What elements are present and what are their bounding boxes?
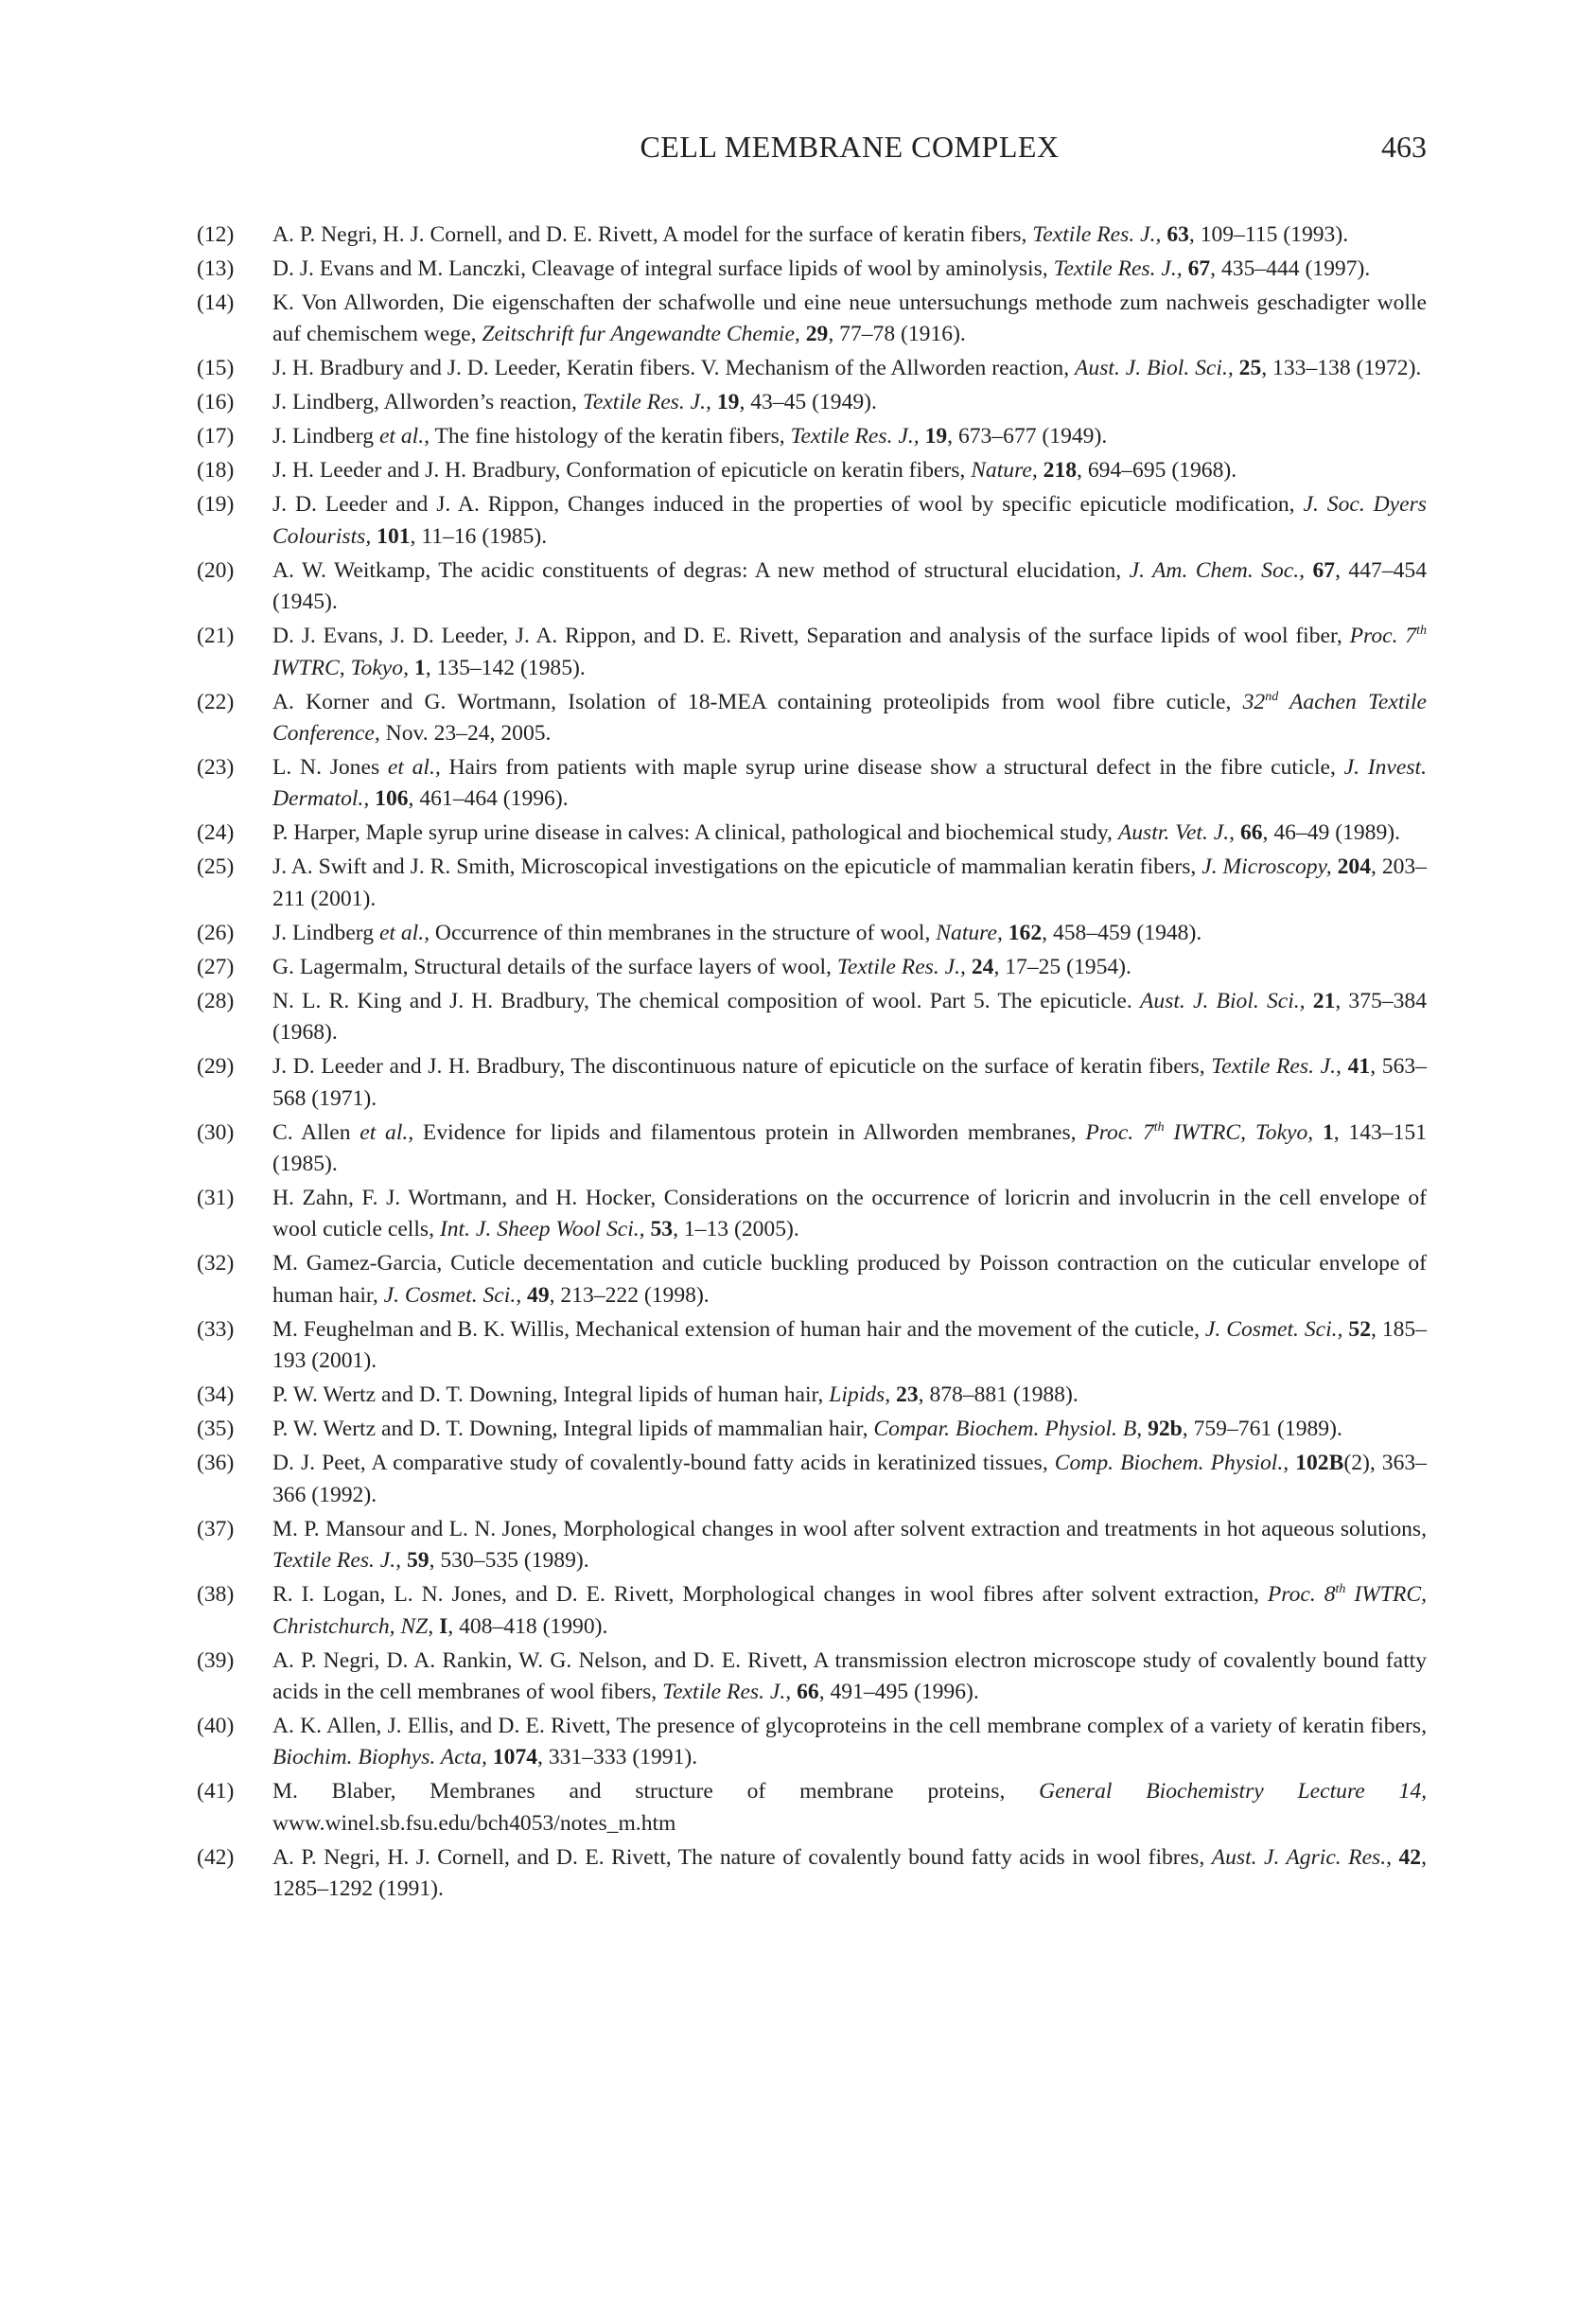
reference-segment: , 1285–1292 (1991). bbox=[272, 1844, 1427, 1902]
reference-number: (22) bbox=[197, 689, 235, 714]
reference-volume: 101 bbox=[377, 523, 411, 549]
reference-number: (33) bbox=[197, 1316, 235, 1342]
reference-item bbox=[197, 1183, 1427, 1246]
reference-text bbox=[272, 256, 1370, 281]
reference-number: (15) bbox=[197, 356, 235, 381]
reference-text bbox=[272, 356, 1421, 380]
reference-segment bbox=[1306, 989, 1313, 1013]
reference-segment: , 491–495 (1996). bbox=[818, 1679, 979, 1704]
reference-citation-italic: J. Cosmet. Sci., bbox=[383, 1282, 522, 1308]
reference-segment bbox=[1392, 1845, 1398, 1870]
reference-segment: , 694–695 (1968). bbox=[1077, 458, 1237, 484]
reference-number: (19) bbox=[197, 492, 235, 518]
reference-volume: 1 bbox=[1322, 1119, 1334, 1145]
reference-citation-italic: Textile Res. J., bbox=[1053, 256, 1183, 281]
reference-item bbox=[197, 1776, 1427, 1840]
reference-volume: 67 bbox=[1312, 557, 1336, 583]
reference-segment: , 46–49 (1989). bbox=[1262, 820, 1401, 846]
reference-citation-italic: J. Cosmet. Sci., bbox=[1204, 1316, 1343, 1342]
reference-superscript: th bbox=[1153, 1119, 1165, 1135]
reference-segment: , 143–151 (1985). bbox=[272, 1119, 1427, 1177]
reference-segment bbox=[1305, 558, 1312, 583]
reference-citation-italic: Textile Res. J., bbox=[790, 424, 920, 449]
reference-segment: , 375–384 (1968). bbox=[272, 988, 1428, 1046]
reference-volume: 218 bbox=[1043, 458, 1078, 484]
reference-item bbox=[197, 818, 1427, 849]
reference-volume: 21 bbox=[1312, 988, 1336, 1013]
reference-item bbox=[197, 752, 1427, 816]
reference-item bbox=[197, 1448, 1427, 1511]
reference-number: (38) bbox=[197, 1582, 235, 1608]
reference-citation-italic: Nature, bbox=[971, 458, 1038, 484]
reference-volume: 63 bbox=[1166, 222, 1189, 247]
reference-segment: , 408–418 (1990). bbox=[447, 1613, 608, 1639]
reference-volume: 42 bbox=[1398, 1844, 1422, 1870]
reference-text bbox=[272, 690, 1427, 746]
reference-text bbox=[272, 390, 877, 414]
reference-item bbox=[197, 1414, 1427, 1445]
reference-item bbox=[197, 852, 1427, 915]
reference-segment: M. P. Mansour and L. N. Jones, Morphological changes in wool after solvent extraction and treatments in hot aqueous solutions, bbox=[272, 1516, 1427, 1541]
reference-segment: J. D. Leeder and J. A. Rippon, Changes induced in the properties of wool by specific epicuticle modification, bbox=[272, 492, 1304, 518]
reference-segment: N. L. R. King and J. H. Bradbury, The chemical composition of wool. Part 5. The epicuticle. bbox=[272, 988, 1140, 1013]
reference-citation-italic: Nature, bbox=[936, 920, 1003, 945]
reference-text bbox=[272, 1845, 1427, 1901]
reference-text bbox=[272, 458, 1236, 483]
reference-citation-italic: J. Invest. Dermatol., bbox=[272, 755, 1427, 812]
reference-volume: 1074 bbox=[492, 1745, 538, 1770]
reference-segment: , 563–568 (1971). bbox=[272, 1054, 1427, 1111]
reference-number: (23) bbox=[197, 755, 235, 781]
reference-citation-italic: Int. J. Sheep Wool Sci., bbox=[439, 1217, 645, 1242]
reference-text bbox=[272, 624, 1427, 679]
reference-segment: Hairs from patients with maple syrup urine disease show a structural defect in the fibre cuticle, bbox=[440, 755, 1344, 781]
reference-volume: 52 bbox=[1348, 1316, 1371, 1342]
page-header bbox=[272, 125, 1427, 168]
reference-number: (42) bbox=[197, 1844, 235, 1870]
reference-segment: P. Harper, Maple syrup urine disease in calves: A clinical, pathological and biochemical study, bbox=[272, 820, 1118, 846]
reference-volume: 1 bbox=[413, 655, 426, 680]
reference-segment: J. Lindberg bbox=[272, 920, 379, 945]
reference-item bbox=[197, 1051, 1427, 1115]
reference-item bbox=[197, 353, 1427, 384]
running-title: CELL MEMBRANE COMPLEX bbox=[640, 130, 1060, 164]
reference-segment: M. Feughelman and B. K. Willis, Mechanical extension of human hair and the movement of the cuticle, bbox=[272, 1316, 1205, 1342]
reference-volume: 41 bbox=[1347, 1054, 1371, 1080]
reference-segment: A. W. Weitkamp, The acidic constituents of degras: A new method of structural elucidation, bbox=[272, 557, 1130, 583]
reference-text bbox=[272, 1714, 1427, 1769]
reference-citation-italic: J. Am. Chem. Soc., bbox=[1129, 557, 1306, 583]
reference-item bbox=[197, 918, 1427, 949]
reference-citation-italic: 32 bbox=[1242, 689, 1266, 714]
reference-segment: M. Blaber, Membranes and structure of membrane proteins, bbox=[272, 1779, 1040, 1804]
reference-number: (35) bbox=[197, 1417, 235, 1442]
reference-number: (13) bbox=[197, 256, 235, 281]
reference-volume: 204 bbox=[1337, 854, 1371, 880]
reference-citation-italic: IWTRC, Tokyo, bbox=[272, 655, 409, 680]
reference-number: (29) bbox=[197, 1054, 235, 1080]
reference-number: (31) bbox=[197, 1186, 235, 1211]
reference-number: (12) bbox=[197, 222, 235, 247]
reference-segment: , 759–761 (1989). bbox=[1182, 1417, 1342, 1442]
reference-citation-italic: Comp. Biochem. Physiol., bbox=[1054, 1451, 1289, 1476]
reference-number: (14) bbox=[197, 290, 235, 315]
reference-segment: J. A. Swift and J. R. Smith, Microscopical investigations on the epicuticle of mammalian keratin fibers, bbox=[272, 854, 1202, 880]
reference-citation-italic: Textile Res. J., bbox=[1032, 222, 1162, 247]
reference-segment: J. D. Leeder and J. H. Bradbury, The discontinuous nature of epicuticle on the surface of keratin fibers, bbox=[272, 1054, 1212, 1080]
reference-item bbox=[197, 621, 1427, 684]
reference-citation-italic: Textile Res. J., bbox=[272, 1548, 402, 1574]
reference-text bbox=[272, 424, 1107, 449]
reference-segment: , 11–16 (1985). bbox=[410, 523, 548, 549]
reference-volume: 67 bbox=[1187, 256, 1211, 281]
reference-segment: M. Gamez-Garcia, Cuticle decementation and cuticle buckling produced by Poisson contraction on the cuticular envelope of human hair, bbox=[272, 1251, 1427, 1308]
reference-segment: , 878–881 (1988). bbox=[918, 1382, 1079, 1408]
reference-item bbox=[197, 1514, 1427, 1577]
reference-segment: Occurrence of thin membranes in the structure of wool, bbox=[430, 920, 937, 945]
reference-text bbox=[272, 1382, 1079, 1407]
reference-segment: D. J. Evans, J. D. Leeder, J. A. Rippon, and D. E. Rivett, Separation and analysis of the surface lipids of wool fiber, bbox=[272, 624, 1350, 649]
reference-segment bbox=[1313, 1120, 1323, 1145]
reference-number: (21) bbox=[197, 624, 235, 649]
reference-number: (41) bbox=[197, 1779, 235, 1804]
reference-segment: H. Zahn, F. J. Wortmann, and H. Hocker, Considerations on the occurrence of loricrin and involucrin in the cell envelope of wool cuticle cells, bbox=[272, 1186, 1427, 1242]
reference-item bbox=[197, 1380, 1427, 1411]
reference-segment: P. W. Wertz and D. T. Downing, Integral lipids of human hair, bbox=[272, 1382, 830, 1408]
reference-citation-italic: J. Soc. Dyers Colourists, bbox=[272, 492, 1427, 549]
reference-citation-italic: Textile Res. J., bbox=[662, 1679, 792, 1704]
reference-segment bbox=[1342, 1054, 1348, 1079]
reference-citation-italic: Aust. J. Biol. Sci., bbox=[1075, 356, 1234, 381]
reference-segment: , 109–115 (1993). bbox=[1188, 222, 1349, 247]
reference-item bbox=[197, 254, 1427, 285]
reference-volume: 49 bbox=[527, 1282, 550, 1308]
reference-text bbox=[272, 1054, 1427, 1110]
reference-text bbox=[272, 989, 1427, 1045]
reference-segment: A. P. Negri, H. J. Cornell, and D. E. Rivett, The nature of covalently bound fatty acids in wool fibres, bbox=[272, 1844, 1212, 1870]
reference-segment: P. W. Wertz and D. T. Downing, Integral lipids of mammalian hair, bbox=[272, 1417, 874, 1442]
reference-text bbox=[272, 558, 1427, 614]
reference-item bbox=[197, 1248, 1427, 1311]
reference-citation-italic: Lipids, bbox=[829, 1382, 891, 1408]
reference-number: (18) bbox=[197, 458, 235, 484]
reference-citation-italic: Zeitschrift fur Angewandte Chemie, bbox=[482, 322, 800, 347]
reference-citation-italic: General Biochemistry Lecture 14, bbox=[1039, 1779, 1428, 1804]
reference-citation-italic: Aust. J. Agric. Res., bbox=[1211, 1844, 1393, 1870]
reference-volume: 29 bbox=[805, 322, 829, 347]
reference-volume: 106 bbox=[375, 786, 409, 812]
reference-item bbox=[197, 220, 1427, 251]
reference-item bbox=[197, 489, 1427, 553]
reference-volume: 92b bbox=[1148, 1417, 1183, 1442]
reference-segment: , 435–444 (1997). bbox=[1210, 256, 1371, 281]
reference-volume: 19 bbox=[716, 390, 740, 415]
reference-citation-italic: et al., bbox=[378, 920, 430, 945]
reference-volume: 162 bbox=[1008, 920, 1043, 945]
reference-text bbox=[272, 1648, 1427, 1704]
reference-item bbox=[197, 1842, 1427, 1906]
reference-item bbox=[197, 1118, 1427, 1181]
reference-item bbox=[197, 288, 1427, 351]
reference-segment: , 17–25 (1954). bbox=[993, 954, 1131, 979]
reference-segment: , 673–677 (1949). bbox=[947, 424, 1108, 449]
page-number: 463 bbox=[1381, 130, 1427, 164]
reference-citation-italic: Textile Res. J., bbox=[1211, 1054, 1342, 1080]
reference-text bbox=[272, 1120, 1427, 1176]
reference-citation-italic: et al., bbox=[360, 1119, 414, 1145]
reference-text bbox=[272, 1451, 1427, 1506]
reference-segment: A. P. Negri, H. J. Cornell, and D. E. Rivett, A model for the surface of keratin fibers, bbox=[272, 222, 1033, 247]
reference-citation-italic: IWTRC, Christchurch, NZ, bbox=[272, 1582, 1428, 1639]
reference-item bbox=[197, 1579, 1427, 1643]
reference-segment: Nov. 23–24, 2005. bbox=[379, 721, 552, 747]
reference-number: (17) bbox=[197, 424, 235, 449]
reference-segment: The fine histology of the keratin fibers, bbox=[430, 424, 791, 449]
reference-citation-italic: IWTRC, Tokyo, bbox=[1164, 1119, 1314, 1145]
reference-item bbox=[197, 555, 1427, 619]
reference-volume: 24 bbox=[971, 954, 994, 979]
reference-list bbox=[197, 220, 1427, 1908]
reference-segment: , 133–138 (1972). bbox=[1261, 356, 1422, 381]
reference-number: (39) bbox=[197, 1647, 235, 1673]
reference-citation-italic: Proc. 7 bbox=[1349, 624, 1417, 649]
reference-citation-italic: Aachen Textile Conference, bbox=[272, 689, 1427, 747]
reference-number: (40) bbox=[197, 1713, 235, 1738]
reference-volume: 25 bbox=[1238, 356, 1262, 381]
reference-segment: , 458–459 (1948). bbox=[1042, 920, 1202, 945]
reference-segment: , 43–45 (1949). bbox=[739, 390, 877, 415]
reference-item bbox=[197, 952, 1427, 983]
reference-volume: 102B bbox=[1295, 1451, 1344, 1476]
reference-volume: 66 bbox=[797, 1679, 819, 1704]
reference-number: (25) bbox=[197, 854, 235, 880]
reference-citation-italic: Aust. J. Biol. Sci., bbox=[1139, 988, 1306, 1013]
reference-segment: , 530–535 (1989). bbox=[429, 1548, 589, 1574]
reference-number: (28) bbox=[197, 988, 235, 1013]
reference-segment: K. Von Allworden, Die eigenschaften der schafwolle und eine neue untersuchungs methode zum nachweis geschadigter wolle auf chemischem wege, bbox=[272, 290, 1427, 347]
reference-volume: I bbox=[439, 1613, 448, 1639]
reference-segment: J. H. Leeder and J. H. Bradbury, Conformation of epicuticle on keratin fibers, bbox=[272, 458, 972, 484]
reference-citation-italic: Proc. 7 bbox=[1085, 1119, 1154, 1145]
reference-item bbox=[197, 387, 1427, 418]
reference-segment: , 461–464 (1996). bbox=[408, 786, 569, 812]
reference-superscript: th bbox=[1335, 1582, 1346, 1597]
reference-citation-italic: et al., bbox=[387, 755, 441, 781]
reference-number: (20) bbox=[197, 557, 235, 583]
reference-number: (24) bbox=[197, 820, 235, 846]
reference-segment: , 1–13 (2005). bbox=[673, 1217, 799, 1242]
reference-citation-italic: Proc. 8 bbox=[1267, 1582, 1336, 1608]
reference-segment: A. P. Negri, D. A. Rankin, W. G. Nelson, and D. E. Rivett, A transmission electron microscope study of covalently bound fatty acids in the cell membranes of wool fibers, bbox=[272, 1647, 1427, 1704]
reference-text bbox=[272, 755, 1427, 811]
reference-segment: www.winel.sb.fsu.edu/bch4053/notes_m.htm bbox=[272, 1810, 676, 1836]
reference-item bbox=[197, 1646, 1427, 1709]
reference-item bbox=[197, 1314, 1427, 1378]
reference-volume: 66 bbox=[1239, 820, 1263, 846]
reference-segment: , 331–333 (1991). bbox=[537, 1745, 698, 1770]
reference-number: (26) bbox=[197, 920, 235, 945]
reference-segment: , 213–222 (1998). bbox=[549, 1282, 710, 1308]
reference-volume: 53 bbox=[650, 1217, 674, 1242]
reference-segment: , 185–193 (2001). bbox=[272, 1316, 1428, 1374]
reference-text bbox=[272, 1582, 1427, 1638]
reference-citation-italic: et al., bbox=[378, 424, 430, 449]
reference-text bbox=[272, 1317, 1427, 1373]
reference-segment: J. Lindberg bbox=[272, 424, 379, 449]
reference-segment: (2), 363–366 (1992). bbox=[272, 1451, 1427, 1507]
reference-text bbox=[272, 492, 1427, 548]
reference-segment: D. J. Evans and M. Lanczki, Cleavage of integral surface lipids of wool by aminolysis, bbox=[272, 256, 1054, 281]
reference-number: (32) bbox=[197, 1251, 235, 1276]
reference-item bbox=[197, 1711, 1427, 1774]
reference-segment: , 135–142 (1985). bbox=[425, 655, 586, 680]
reference-segment: A. K. Allen, J. Ellis, and D. E. Rivett, The presence of glycoproteins in the cell membrane complex of a variety of keratin fibers, bbox=[272, 1713, 1427, 1738]
reference-number: (27) bbox=[197, 954, 235, 979]
reference-segment: R. I. Logan, L. N. Jones, and D. E. Rivett, Morphological changes in wool fibres after solvent extraction, bbox=[272, 1582, 1268, 1608]
reference-text bbox=[272, 921, 1201, 945]
reference-superscript: nd bbox=[1265, 689, 1279, 704]
reference-segment: J. H. Bradbury and J. D. Leeder, Keratin fibers. V. Mechanism of the Allworden reaction, bbox=[272, 356, 1075, 381]
reference-number: (36) bbox=[197, 1451, 235, 1476]
reference-segment: , 203–211 (2001). bbox=[272, 854, 1428, 911]
reference-text bbox=[272, 820, 1400, 845]
reference-text bbox=[272, 222, 1348, 247]
reference-segment: , 77–78 (1916). bbox=[828, 322, 966, 347]
reference-superscript: th bbox=[1416, 624, 1427, 639]
reference-segment: A. Korner and G. Wortmann, Isolation of 18-MEA containing proteolipids from wool fibre cuticle, bbox=[272, 689, 1243, 714]
reference-citation-italic: Austr. Vet. J., bbox=[1117, 820, 1236, 846]
reference-text bbox=[272, 290, 1427, 346]
reference-number: (16) bbox=[197, 390, 235, 415]
reference-volume: 19 bbox=[924, 424, 948, 449]
reference-text bbox=[272, 1517, 1427, 1573]
reference-number: (34) bbox=[197, 1382, 235, 1408]
reference-item bbox=[197, 455, 1427, 486]
reference-volume: 59 bbox=[406, 1548, 430, 1574]
reference-text bbox=[272, 854, 1427, 910]
reference-segment: , 447–454 (1945). bbox=[272, 557, 1428, 615]
reference-segment: J. Lindberg, Allworden’s reaction, bbox=[272, 390, 583, 415]
reference-item bbox=[197, 421, 1427, 452]
reference-segment: Evidence for lipids and filamentous protein in Allworden membranes, bbox=[413, 1119, 1086, 1145]
reference-citation-italic: Biochim. Biophys. Acta, bbox=[272, 1745, 487, 1770]
reference-citation-italic: J. Microscopy, bbox=[1201, 854, 1332, 880]
reference-item bbox=[197, 687, 1427, 750]
reference-citation-italic: Textile Res. J., bbox=[836, 954, 966, 979]
reference-text bbox=[272, 1251, 1427, 1307]
reference-segment: G. Lagermalm, Structural details of the surface layers of wool, bbox=[272, 954, 837, 979]
reference-item bbox=[197, 986, 1427, 1049]
reference-text bbox=[272, 955, 1131, 979]
reference-citation-italic: Textile Res. J., bbox=[582, 390, 711, 415]
reference-text bbox=[272, 1186, 1427, 1241]
reference-segment: D. J. Peet, A comparative study of covalently-bound fatty acids in keratinized tissues, bbox=[272, 1451, 1055, 1476]
reference-number: (37) bbox=[197, 1516, 235, 1541]
reference-segment: L. N. Jones bbox=[272, 755, 388, 781]
reference-number: (30) bbox=[197, 1119, 235, 1145]
reference-volume: 23 bbox=[896, 1382, 919, 1408]
reference-text bbox=[272, 1417, 1342, 1441]
reference-text bbox=[272, 1779, 1427, 1835]
reference-citation-italic: Compar. Biochem. Physiol. B, bbox=[873, 1417, 1143, 1442]
reference-segment: C. Allen bbox=[272, 1119, 360, 1145]
